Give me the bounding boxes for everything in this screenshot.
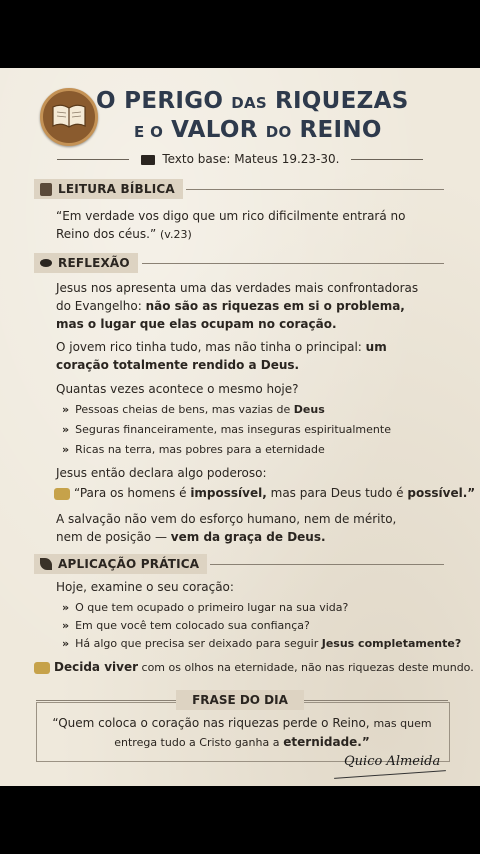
- decida-emphasis: Decida viver: [54, 660, 139, 674]
- reflexao-paragraph-2: [56, 338, 426, 374]
- reflexao-paragraph-1: [56, 279, 426, 333]
- title-word: REINO: [299, 117, 382, 143]
- open-book-icon: [51, 103, 87, 129]
- seedling-icon: [40, 558, 52, 570]
- section-label: LEITURA BÍBLICA: [58, 182, 175, 196]
- declaration-emphasis: possível.”: [407, 486, 476, 500]
- divider: [142, 263, 444, 264]
- paragraph-text: O jovem rico tinha tudo, mas não tinha o principal:: [56, 340, 362, 354]
- list-text: Ricas na terra, mas pobres para a eternidade: [75, 443, 325, 456]
- bible-icon: [40, 183, 52, 196]
- list-item: » Há algo que precisa ser deixado para seguir Jesus completamente?: [62, 637, 462, 650]
- base-text-row: [0, 152, 480, 166]
- divider: [351, 159, 423, 160]
- divider: [304, 700, 448, 701]
- section-label: APLICAÇÃO PRÁTICA: [58, 557, 200, 571]
- emphasis-text: não são as riquezas em si o problema, mas o lugar que elas ocupam no coração.: [56, 299, 405, 331]
- decida-text: com os olhos na eternidade, não nas riquezas deste mundo.: [141, 661, 474, 674]
- title-word: RIQUEZAS: [274, 88, 409, 114]
- bible-quote: [56, 207, 426, 244]
- aplicacao-intro: Hoje, examine o seu coração:: [56, 580, 234, 594]
- quote-text: “Em verdade vos digo que um rico dificilmente entrará no Reino dos céus.”: [56, 209, 406, 241]
- list-text: O que tem ocupado o primeiro lugar na sua vida?: [75, 601, 349, 614]
- declaration-emphasis: impossível,: [190, 486, 267, 500]
- title-line-2: [134, 117, 382, 143]
- list-text: Há algo que precisa ser deixado para seguir: [75, 637, 322, 650]
- divider: [210, 564, 444, 565]
- emphasis-text: vem da graça de Deus.: [170, 530, 326, 544]
- paragraph-text: Jesus nos apresenta uma das verdades mais confrontadoras do Evangelho:: [56, 281, 419, 313]
- emphasis-text: um coração totalmente rendido a Deus.: [56, 340, 387, 372]
- title-word: DO: [265, 123, 292, 141]
- section-label: REFLEXÃO: [58, 256, 130, 270]
- divider: [57, 159, 129, 160]
- reflexao-paragraph-5: [56, 510, 426, 546]
- verse-ref: (v.23): [160, 228, 192, 241]
- quote-emphasis: eternidade.”: [283, 735, 370, 749]
- eye-icon: [40, 259, 52, 267]
- declaration-text: “Para os homens é: [74, 486, 187, 500]
- title-word: E O: [134, 123, 164, 141]
- section-heading-reflexao: [34, 253, 138, 273]
- list-emphasis: Jesus completamente?: [321, 637, 462, 650]
- title-word: VALOR: [171, 117, 258, 143]
- list-item: » O que tem ocupado o primeiro lugar na sua vida?: [62, 601, 349, 614]
- list-item: » Seguras financeiramente, mas inseguras espiritualmente: [62, 423, 391, 436]
- pointing-hand-icon: [34, 662, 50, 674]
- list-item: » Pessoas cheias de bens, mas vazias de Deus: [62, 403, 325, 416]
- frase-quote: [44, 714, 440, 752]
- section-heading-aplicacao: [34, 554, 207, 574]
- section-heading-leitura: [34, 179, 183, 199]
- list-text: Em que você tem colocado sua confiança?: [75, 619, 310, 632]
- pointing-hand-icon: [54, 488, 70, 500]
- quote-text: “Quem coloca o coração nas riquezas perde o Reino,: [52, 716, 370, 730]
- reflexao-paragraph-4: Jesus então declara algo poderoso:: [56, 466, 267, 480]
- reflexao-question: Quantas vezes acontece o mesmo hoje?: [56, 382, 299, 396]
- divider: [36, 700, 176, 701]
- title-line-1: [96, 88, 409, 114]
- book-icon: [141, 155, 155, 165]
- title-word: DAS: [231, 94, 267, 112]
- jesus-declaration: [54, 484, 476, 502]
- title-word: O PERIGO: [96, 88, 224, 114]
- list-text: Pessoas cheias de bens, mas vazias de: [75, 403, 294, 416]
- quote-text: mas quem entrega tudo a Cristo ganha a: [114, 717, 432, 749]
- decida-line: [34, 658, 474, 677]
- paragraph-text: A salvação não vem do esforço humano, nem de mérito, nem de posição —: [56, 512, 397, 544]
- list-emphasis: Deus: [293, 403, 325, 416]
- bible-logo: [40, 88, 98, 146]
- devotional-card: [0, 68, 480, 786]
- list-item: » Ricas na terra, mas pobres para a eternidade: [62, 443, 325, 456]
- signature: Quico Almeida: [344, 754, 441, 769]
- divider: [186, 189, 444, 190]
- list-text: Seguras financeiramente, mas inseguras espiritualmente: [75, 423, 391, 436]
- frase-heading: FRASE DO DIA: [176, 690, 304, 710]
- signature-underline: [334, 770, 446, 779]
- declaration-text: mas para Deus tudo é: [270, 486, 404, 500]
- list-item: » Em que você tem colocado sua confiança?: [62, 619, 310, 632]
- base-text: Texto base: Mateus 19.23-30.: [162, 152, 340, 166]
